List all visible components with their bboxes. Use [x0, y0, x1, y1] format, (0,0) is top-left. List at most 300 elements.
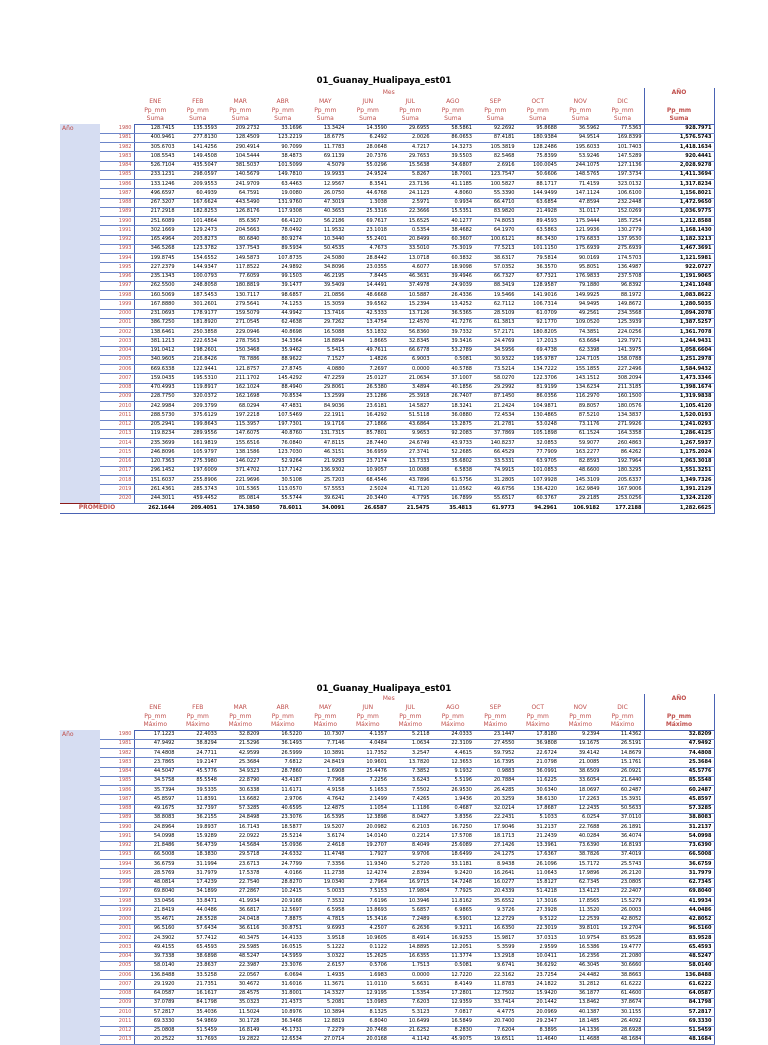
stat-label: Máximo — [389, 721, 432, 730]
row-axis-blank — [60, 300, 100, 309]
variable-label: Pp_mm — [484, 106, 507, 114]
total-cell: 1,094.2078 — [644, 309, 714, 318]
value-cell: 39.6241 — [304, 494, 347, 503]
anio-total-header: AÑO — [644, 88, 714, 98]
row-axis-blank — [60, 878, 100, 887]
value-cell: 16.5395 — [304, 813, 347, 822]
value-cell: 18.3241 — [432, 402, 475, 411]
variable-label: Pp_mm — [484, 712, 507, 720]
promedio-value: 177.2188 — [602, 503, 645, 513]
value-cell: 17.5708 — [432, 832, 475, 841]
value-cell: 9.9653 — [389, 429, 432, 438]
value-cell: 12.3898 — [347, 813, 390, 822]
value-cell: 36.1493 — [262, 739, 305, 748]
table-row — [60, 143, 714, 152]
stat-label: Suma — [432, 115, 475, 124]
table-row — [60, 961, 714, 970]
value-cell: 10.9601 — [347, 758, 390, 767]
value-cell: 16.5220 — [262, 730, 305, 739]
row-axis-blank — [60, 841, 100, 850]
variable-label: Pp_mm — [569, 712, 592, 720]
value-cell: 203.8273 — [177, 235, 220, 244]
year-cell: 1994 — [100, 254, 134, 263]
month-header: ABR — [276, 98, 289, 106]
variable-label: Pp_mm — [399, 712, 422, 720]
row-axis-blank — [60, 795, 100, 804]
value-cell: 37.4978 — [389, 281, 432, 290]
row-axis-blank — [60, 1026, 100, 1035]
value-cell: 117.8522 — [219, 263, 262, 272]
value-cell: 262.5500 — [134, 281, 177, 290]
value-cell: 4.1357 — [347, 730, 390, 739]
value-cell: 26.4336 — [432, 291, 475, 300]
value-cell: 167.8880 — [134, 300, 177, 309]
stat-label: Máximo — [177, 721, 220, 730]
value-cell: 48.1684 — [602, 1035, 645, 1044]
total-stat-label: Suma — [644, 115, 714, 124]
value-cell: 69.7617 — [347, 217, 390, 226]
table-row — [60, 355, 714, 364]
table-row — [60, 420, 714, 429]
value-cell: 180.9384 — [517, 133, 560, 142]
value-cell: 16.7250 — [432, 823, 475, 832]
year-cell: 2008 — [100, 383, 134, 392]
value-cell: 7.7146 — [304, 739, 347, 748]
table-row — [60, 1017, 714, 1026]
value-cell: 115.3957 — [219, 420, 262, 429]
table-row — [60, 226, 714, 235]
table-row — [60, 346, 714, 355]
value-cell: 23.1447 — [474, 730, 517, 739]
stat-label: Suma — [474, 115, 517, 124]
value-cell: 8.4049 — [389, 841, 432, 850]
value-cell: 36.3570 — [517, 263, 560, 272]
table-row — [60, 263, 714, 272]
value-cell: 271.9926 — [602, 420, 645, 429]
value-cell: 134.7222 — [517, 365, 560, 374]
year-cell: 1991 — [100, 226, 134, 235]
year-cell: 2001 — [100, 924, 134, 933]
table-row — [60, 207, 714, 216]
value-cell: 24.9524 — [347, 170, 390, 179]
value-cell: 28.7440 — [347, 439, 390, 448]
value-cell: 11.9340 — [347, 860, 390, 869]
year-cell: 1996 — [100, 878, 134, 887]
value-cell: 24.6749 — [389, 439, 432, 448]
value-cell: 70.8534 — [262, 392, 305, 401]
value-cell: 54.0998 — [134, 832, 177, 841]
value-cell: 20.0168 — [347, 1035, 390, 1044]
total-cell: 36.6759 — [644, 860, 714, 869]
value-cell: 3.8356 — [432, 813, 475, 822]
value-cell: 131.9760 — [262, 198, 305, 207]
value-cell: 22.1911 — [304, 411, 347, 420]
value-cell: 130.4865 — [517, 411, 560, 420]
mes-header-row — [60, 88, 714, 98]
value-cell: 96.8392 — [602, 281, 645, 290]
value-cell: 231.0693 — [134, 309, 177, 318]
value-cell: 84.9036 — [304, 402, 347, 411]
table-row — [60, 813, 714, 822]
value-cell: 197.3734 — [602, 170, 645, 179]
year-cell: 2013 — [100, 429, 134, 438]
total-cell: 58.0140 — [644, 961, 714, 970]
value-cell: 24.0333 — [432, 730, 475, 739]
value-cell: 33.1181 — [432, 860, 475, 869]
row-axis-blank — [60, 476, 100, 485]
value-cell: 244.1075 — [559, 161, 602, 170]
promedio-value: 262.1644 — [134, 503, 177, 513]
variable-header-row — [60, 107, 714, 116]
value-cell: 158.0788 — [602, 355, 645, 364]
row-axis-blank — [60, 767, 100, 776]
value-cell: 17.4239 — [177, 878, 220, 887]
value-cell: 69.4738 — [517, 346, 560, 355]
value-cell: 10.6499 — [389, 1017, 432, 1026]
year-cell: 2017 — [100, 466, 134, 475]
value-cell: 123.7030 — [262, 448, 305, 457]
value-cell: 63.5863 — [517, 226, 560, 235]
value-cell: 4.7217 — [389, 143, 432, 152]
value-cell: 8.3541 — [347, 180, 390, 189]
value-cell: 36.3468 — [262, 1017, 305, 1026]
table-row — [60, 402, 714, 411]
value-cell: 22.8790 — [219, 776, 262, 785]
value-cell: 134.6234 — [559, 383, 602, 392]
value-cell: 86.3430 — [517, 235, 560, 244]
value-cell: 87.5210 — [559, 411, 602, 420]
variable-label: Pp_mm — [356, 712, 379, 720]
value-cell: 371.4702 — [219, 466, 262, 475]
row-axis-blank — [60, 924, 100, 933]
row-axis-blank — [60, 254, 100, 263]
year-cell: 1997 — [100, 887, 134, 896]
value-cell: 29.6955 — [389, 124, 432, 133]
value-cell: 9.6993 — [304, 924, 347, 933]
year-cell: 2011 — [100, 1017, 134, 1026]
year-cell: 2019 — [100, 485, 134, 494]
year-cell: 2005 — [100, 355, 134, 364]
value-cell: 27.3741 — [389, 448, 432, 457]
table-row — [60, 189, 714, 198]
value-cell: 66.5008 — [134, 850, 177, 859]
value-cell: 16.6350 — [474, 924, 517, 933]
row-axis-blank — [60, 1017, 100, 1026]
value-cell: 4.0484 — [347, 739, 390, 748]
month-header: SEP — [489, 704, 501, 712]
year-cell: 1993 — [100, 850, 134, 859]
total-cell: 57.2817 — [644, 1008, 714, 1017]
value-cell: 526.7104 — [134, 161, 177, 170]
value-cell: 21.9293 — [304, 457, 347, 466]
value-cell: 49.7611 — [347, 346, 390, 355]
variable-label: Pp_mm — [186, 712, 209, 720]
year-cell: 1985 — [100, 776, 134, 785]
variable-label: Pp_mm — [526, 106, 549, 114]
table-row — [60, 915, 714, 924]
value-cell: 21.0634 — [389, 374, 432, 383]
value-cell: 167.9006 — [602, 485, 645, 494]
total-cell: 1,551.3251 — [644, 466, 714, 475]
value-cell: 0.2214 — [389, 832, 432, 841]
total-cell: 54.0998 — [644, 832, 714, 841]
value-cell: 2.5024 — [347, 485, 390, 494]
stat-label: Suma — [602, 115, 645, 124]
value-cell: 0.5081 — [432, 961, 475, 970]
value-cell: 13.3424 — [304, 124, 347, 133]
total-cell: 47.9492 — [644, 739, 714, 748]
total-cell: 1,317.8234 — [644, 180, 714, 189]
value-cell: 36.6817 — [219, 906, 262, 915]
value-cell: 19.1716 — [304, 420, 347, 429]
variable-label: Pp_mm — [611, 712, 634, 720]
row-axis-blank — [60, 934, 100, 943]
total-cell: 1,324.2120 — [644, 494, 714, 503]
total-cell: 1,349.7326 — [644, 476, 714, 485]
value-cell: 211.1702 — [219, 374, 262, 383]
row-axis-label: Año — [60, 730, 100, 739]
year-cell: 1995 — [100, 263, 134, 272]
value-cell: 222.6534 — [177, 337, 220, 346]
value-cell: 55.6517 — [474, 494, 517, 503]
year-cell: 1990 — [100, 217, 134, 226]
value-cell: 47.3019 — [304, 198, 347, 207]
corner-blank — [60, 88, 134, 98]
value-cell: 35.4036 — [177, 1008, 220, 1017]
value-cell: 136.9302 — [304, 466, 347, 475]
value-cell: 55.0296 — [347, 161, 390, 170]
value-cell: 89.4593 — [517, 217, 560, 226]
value-cell: 187.5453 — [177, 291, 220, 300]
value-cell: 34.8096 — [304, 263, 347, 272]
value-cell: 39.4946 — [432, 272, 475, 281]
month-header: ABR — [276, 704, 289, 712]
total-cell: 922.0727 — [644, 263, 714, 272]
total-cell: 48.1684 — [644, 1035, 714, 1044]
value-cell: 11.6171 — [262, 786, 305, 795]
value-cell: 24.5080 — [304, 254, 347, 263]
value-cell: 26.1096 — [517, 860, 560, 869]
table-row — [60, 494, 714, 503]
value-cell: 65.4593 — [177, 943, 220, 952]
value-cell: 4.7795 — [389, 494, 432, 503]
value-cell: 140.8237 — [474, 439, 517, 448]
value-cell: 19.6511 — [474, 1035, 517, 1044]
value-cell: 128.2486 — [517, 143, 560, 152]
value-cell: 149.8672 — [602, 300, 645, 309]
value-cell: 1.4935 — [304, 971, 347, 980]
value-cell: 24.3902 — [134, 934, 177, 943]
total-cell: 38.8083 — [644, 813, 714, 822]
value-cell: 40.8698 — [262, 328, 305, 337]
value-cell: 109.0520 — [559, 318, 602, 327]
value-cell: 217.2918 — [134, 207, 177, 216]
variable-label: Pp_mm — [356, 106, 379, 114]
value-cell: 100.6121 — [474, 235, 517, 244]
value-cell: 16.5386 — [559, 943, 602, 952]
value-cell: 13.3961 — [517, 841, 560, 850]
month-header: JUN — [362, 98, 374, 106]
value-cell: 4.6077 — [389, 263, 432, 272]
value-cell: 62.4638 — [262, 318, 305, 327]
value-cell: 251.6089 — [134, 217, 177, 226]
value-cell: 5.1033 — [517, 813, 560, 822]
value-cell: 47.8115 — [304, 439, 347, 448]
corner-blank — [60, 107, 134, 116]
value-cell: 17.8565 — [559, 897, 602, 906]
sum-pivot-table — [60, 88, 715, 514]
value-cell: 148.5765 — [559, 170, 602, 179]
value-cell: 37.0789 — [134, 998, 177, 1007]
total-cell: 83.9528 — [644, 934, 714, 943]
value-cell: 6.0694 — [262, 971, 305, 980]
value-cell: 25.4476 — [347, 767, 390, 776]
value-cell: 89.5934 — [262, 244, 305, 253]
value-cell: 120.7363 — [134, 457, 177, 466]
value-cell: 34.3364 — [262, 337, 305, 346]
value-cell: 340.9605 — [134, 355, 177, 364]
value-cell: 180.3295 — [602, 466, 645, 475]
value-cell: 11.4748 — [304, 850, 347, 859]
row-axis-blank — [60, 337, 100, 346]
table-row — [60, 217, 714, 226]
row-axis-blank — [60, 804, 100, 813]
month-header-row — [60, 98, 714, 107]
value-cell: 18.6499 — [432, 850, 475, 859]
value-cell: 4.7673 — [347, 244, 390, 253]
value-cell: 24.6332 — [262, 850, 305, 859]
value-cell: 73.1176 — [559, 420, 602, 429]
value-cell: 7.6203 — [389, 998, 432, 1007]
value-cell: 7.7968 — [304, 776, 347, 785]
value-cell: 22.6724 — [517, 749, 560, 758]
value-cell: 197.6009 — [177, 466, 220, 475]
value-cell: 54.9869 — [177, 1017, 220, 1026]
value-cell: 5.8267 — [389, 170, 432, 179]
value-cell: 1.9436 — [432, 795, 475, 804]
value-cell: 250.3858 — [177, 328, 220, 337]
value-cell: 34.6807 — [432, 161, 475, 170]
table-row — [60, 161, 714, 170]
year-cell: 1980 — [100, 730, 134, 739]
value-cell: 27.0714 — [304, 1035, 347, 1044]
stat-label: Máximo — [517, 721, 560, 730]
value-cell: 197.7301 — [262, 420, 305, 429]
table-row — [60, 758, 714, 767]
total-cell: 74.4808 — [644, 749, 714, 758]
row-axis-blank — [60, 980, 100, 989]
stat-label: Suma — [177, 115, 220, 124]
total-cell: 1,244.9431 — [644, 337, 714, 346]
value-cell: 13.4123 — [559, 887, 602, 896]
value-cell: 11.4640 — [517, 1035, 560, 1044]
value-cell: 25.0127 — [347, 374, 390, 383]
value-cell: 182.8253 — [177, 207, 220, 216]
value-cell: 11.7783 — [304, 143, 347, 152]
table-row — [60, 429, 714, 438]
value-cell: 14.8895 — [389, 943, 432, 952]
table-row — [60, 300, 714, 309]
row-axis-blank — [60, 758, 100, 767]
value-cell: 41.7276 — [432, 318, 475, 327]
value-cell: 74.1253 — [262, 300, 305, 309]
row-axis-blank — [60, 860, 100, 869]
row-axis-blank — [60, 749, 100, 758]
year-cell: 2009 — [100, 392, 134, 401]
value-cell: 17.9896 — [559, 869, 602, 878]
value-cell: 22.7688 — [559, 823, 602, 832]
value-cell: 138.1586 — [219, 448, 262, 457]
value-cell: 147.5289 — [602, 152, 645, 161]
promedio-label: PROMEDIO — [60, 503, 134, 513]
value-cell: 61.0709 — [517, 309, 560, 318]
value-cell: 2.0026 — [389, 133, 432, 142]
value-cell: 77.7909 — [517, 448, 560, 457]
table-row — [60, 749, 714, 758]
value-cell: 12.2729 — [474, 915, 517, 924]
value-cell: 22.0567 — [219, 971, 262, 980]
row-axis-blank — [60, 411, 100, 420]
value-cell: 29.5985 — [219, 943, 262, 952]
month-header: DIC — [617, 704, 628, 712]
value-cell: 24.7799 — [262, 860, 305, 869]
total-cell: 1,212.8588 — [644, 217, 714, 226]
value-cell: 60.2487 — [602, 786, 645, 795]
value-cell: 104.9871 — [517, 402, 560, 411]
value-cell: 11.0643 — [517, 869, 560, 878]
value-cell: 21.8486 — [134, 841, 177, 850]
value-cell: 5.6857 — [389, 906, 432, 915]
value-cell: 128.9587 — [517, 281, 560, 290]
value-cell: 197.2218 — [219, 411, 262, 420]
value-cell: 7.8445 — [347, 272, 390, 281]
value-cell: 37.1007 — [432, 374, 475, 383]
value-cell: 11.3671 — [304, 980, 347, 989]
total-cell: 1,156.8021 — [644, 189, 714, 198]
value-cell: 195.5310 — [177, 374, 220, 383]
row-axis-blank — [60, 235, 100, 244]
value-cell: 8.4149 — [432, 980, 475, 989]
value-cell: 33.5258 — [177, 971, 220, 980]
value-cell: 10.3891 — [304, 749, 347, 758]
value-cell: 40.8760 — [262, 429, 305, 438]
row-axis-blank — [60, 989, 100, 998]
variable-header-row — [60, 713, 714, 722]
value-cell: 15.9817 — [474, 934, 517, 943]
total-cell: 45.8597 — [644, 795, 714, 804]
value-cell: 20.0969 — [517, 1008, 560, 1017]
table-row — [60, 374, 714, 383]
table-row — [60, 730, 714, 739]
value-cell: 32.0853 — [517, 439, 560, 448]
row-axis-blank — [60, 739, 100, 748]
value-cell: 27.2867 — [219, 887, 262, 896]
value-cell: 7.2697 — [347, 365, 390, 374]
row-axis-blank — [60, 952, 100, 961]
value-cell: 10.0088 — [389, 466, 432, 475]
value-cell: 296.1452 — [134, 466, 177, 475]
total-cell: 44.0486 — [644, 906, 714, 915]
value-cell: 14.7248 — [432, 878, 475, 887]
value-cell: 24.1275 — [474, 850, 517, 859]
table-row — [60, 124, 714, 133]
value-cell: 21.2080 — [602, 952, 645, 961]
variable-label: Pp_mm — [611, 106, 634, 114]
value-cell: 4.4615 — [432, 749, 475, 758]
value-cell: 10.9057 — [347, 466, 390, 475]
value-cell: 77.5363 — [602, 124, 645, 133]
value-cell: 11.0562 — [432, 485, 475, 494]
